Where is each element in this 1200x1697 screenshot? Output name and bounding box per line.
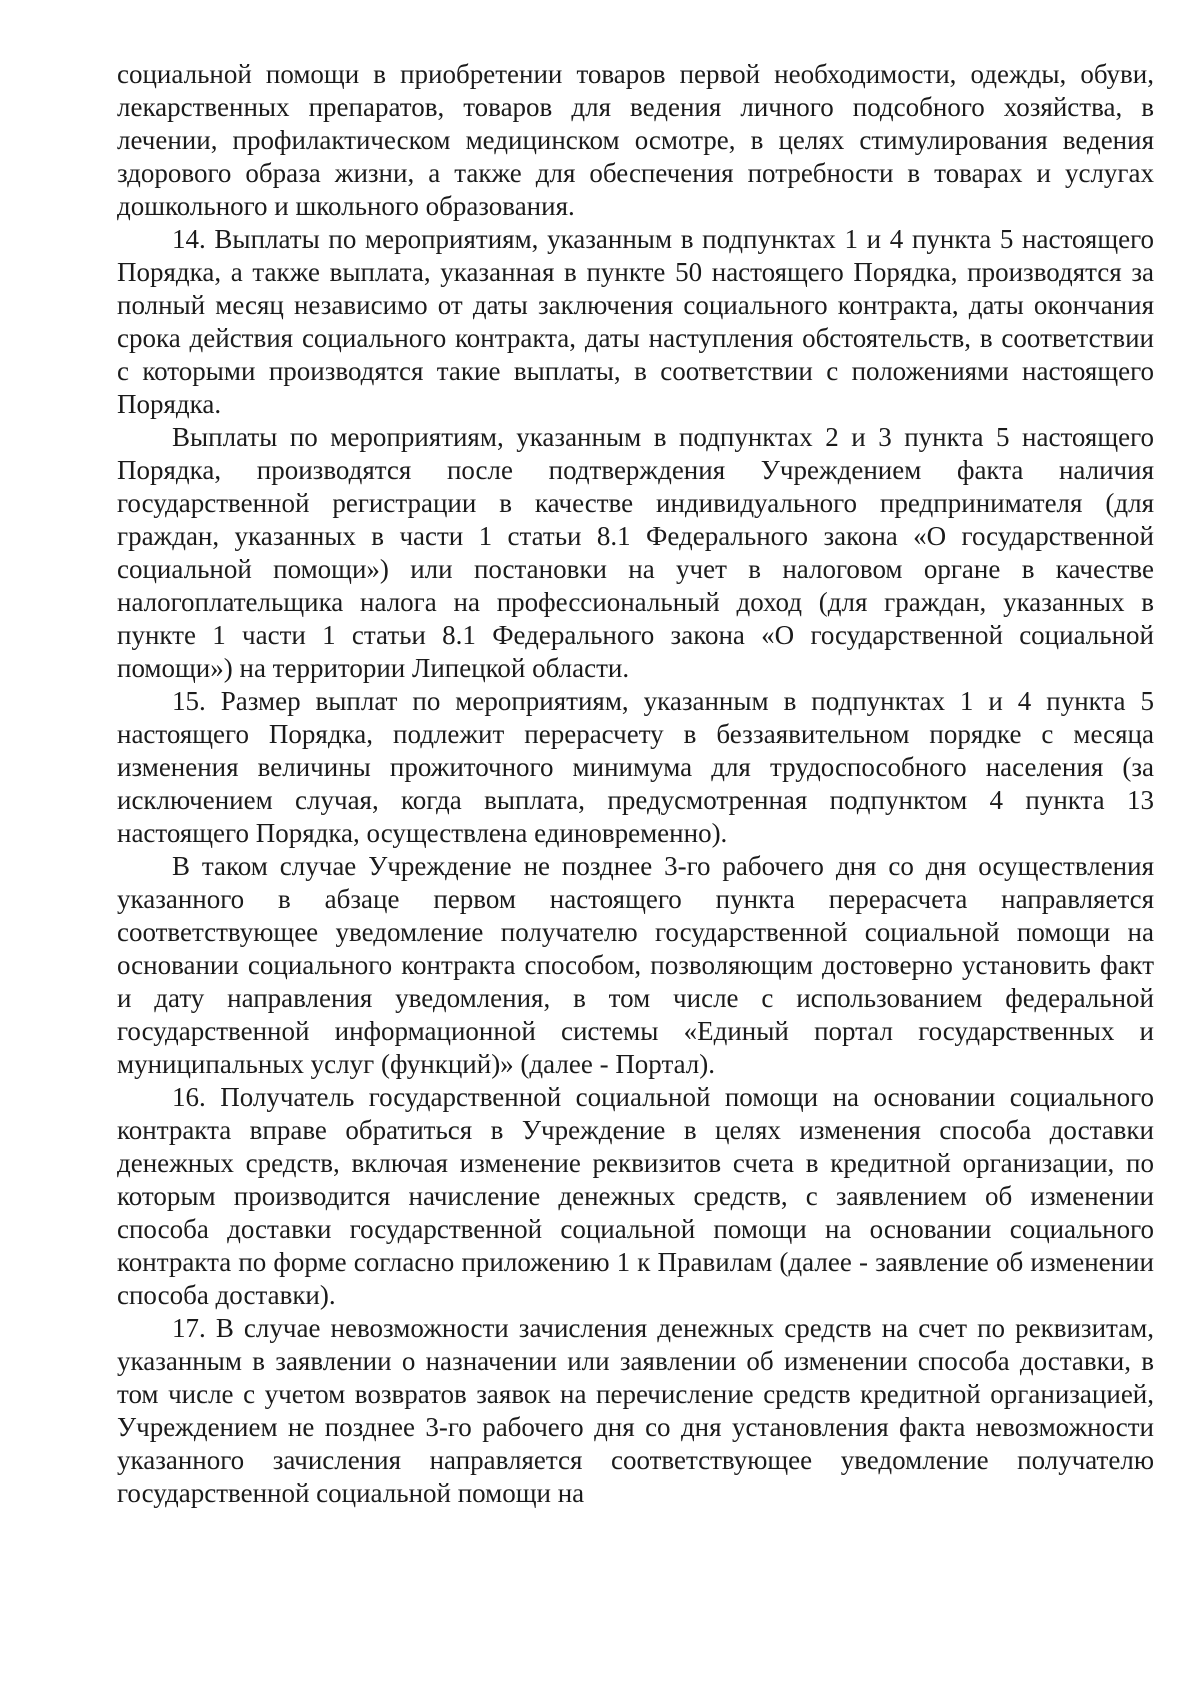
paragraph-item-14: 14. Выплаты по мероприятиям, указанным в подпунктах 1 и 4 пункта 5 настоящего Порядка, а также выплата, указанная в пункте 50 настоящего Порядка, производятся за полный месяц независимо от даты заключения социального контракта, даты окончания срока действия социального контракта, даты наступления обстоятельств, в соответствии с которыми производятся такие выплаты, в соответствии с положениями настоящего Порядка. <box>117 224 1154 419</box>
paragraph-item-15-part-2: В таком случае Учреждение не позднее 3-го рабочего дня со дня осуществления указанного в абзаце первом настоящего пункта перерасчета направляется соответствующее уведомление получателю государственной социальной помощи на основании социального контракта способом, позволяющим достоверно установить факт и дату направления уведомления, в том числе с использованием федеральной государственной информационной системы «Единый портал государственных и муниципальных услуг (функций)» (далее - Портал). <box>117 851 1154 1079</box>
paragraph-item-14-part-2: Выплаты по мероприятиям, указанным в подпунктах 2 и 3 пункта 5 настоящего Порядка, производятся после подтверждения Учреждением факта наличия государственной регистрации в качестве индивидуального предпринимателя (для граждан, указанных в части 1 статьи 8.1 Федерального закона «О государственной социальной помощи») или постановки на учет в налоговом органе в качестве налогоплательщика налога на профессиональный доход (для граждан, указанных в пункте 1 части 1 статьи 8.1 Федерального закона «О государственной социальной помощи») на территории Липецкой области. <box>117 422 1154 683</box>
paragraph-item-15: 15. Размер выплат по мероприятиям, указанным в подпунктах 1 и 4 пункта 5 настоящего Порядка, подлежит перерасчету в беззаявительном порядке с месяца изменения величины прожиточного минимума для трудоспособного населения (за исключением случая, когда выплата, предусмотренная подпунктом 4 пункта 13 настоящего Порядка, осуществлена единовременно). <box>117 686 1154 848</box>
paragraph-continuation: социальной помощи в приобретении товаров первой необходимости, одежды, обуви, лекарственных препаратов, товаров для ведения личного подсобного хозяйства, в лечении, профилактическом медицинском осмотре, в целях стимулирования ведения здорового образа жизни, а также для обеспечения потребности в товарах и услугах дошкольного и школьного образования. <box>117 59 1154 221</box>
paragraph-item-17: 17. В случае невозможности зачисления денежных средств на счет по реквизитам, указанным в заявлении о назначении или заявлении об изменении способа доставки, в том числе с учетом возвратов заявок на перечисление средств кредитной организацией, Учреждением не позднее 3-го рабочего дня со дня установления факта невозможности указанного зачисления направляется соответствующее уведомление получателю государственной социальной помощи на <box>117 1313 1154 1508</box>
paragraph-item-16: 16. Получатель государственной социальной помощи на основании социального контракта вправе обратиться в Учреждение в целях изменения способа доставки денежных средств, включая изменение реквизитов счета в кредитной организации, по которым производится начисление денежных средств, с заявлением об изменении способа доставки государственной социальной помощи на основании социального контракта по форме согласно приложению 1 к Правилам (далее - заявление об изменении способа доставки). <box>117 1082 1154 1310</box>
document-page <box>117 58 1154 1510</box>
